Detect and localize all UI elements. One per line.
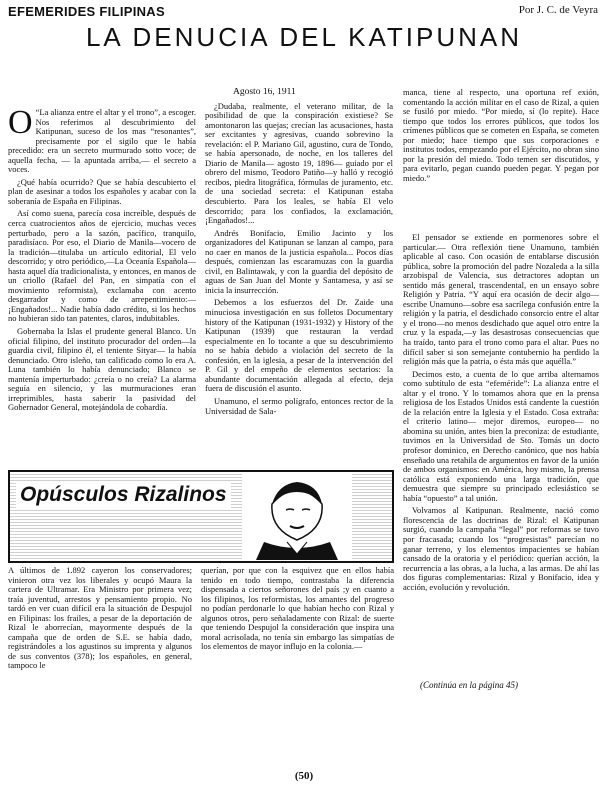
article-paragraph: Gobernaba la Islas el prudente general Blanco. Un oficial filipino, del instituto procurador del orden—la guardia civil, filipino él, el teniente Sityar— la había denunciado. Otro isleño, tan calificado como lo era A. Luna también lo había denunciado; Blanco se mantenía imperturbado: ¿creía o no creía? La alarma seguía en silencio, y las murmuraciones eran irreprimibles, hasta saberir la pasividad del Gobernador General, motejándola de cobardía. bbox=[8, 326, 196, 413]
author-byline: Por J. C. de Veyra bbox=[518, 4, 598, 16]
banner-title: Opúsculos Rizalinos bbox=[16, 482, 231, 508]
article-date: Agosto 16, 1911 bbox=[233, 88, 296, 97]
article-paragraph: ¿Dudaba, realmente, el veterano militar, de la posibilidad de que la conspiración existiese? Se amontonaron las quejas; crecían las acusaciones, hasta ser excitantes y agresivas, cuando sobrevino la revelación: el P. Mariano Gil, agustino, cura de Tondo, se había apersonado, de noche, en los talleres del Diario de Manila— agosto 19, 1896— guiado por el obrero del mismo, Teodoro Patiño—y halló y recogió recibos, piedra litográfica, fórmulas de juramento, etc. de una sociedad secreta: el Katipunan estaba descubierto. Para los leales, se había El velo descorrido; para los confiados, la exclamación, ¡Engañados!... bbox=[205, 100, 393, 226]
article-column-3-top bbox=[403, 88, 599, 236]
opusculos-paragraph: querían, por que con la esquivez que en ellos había tenido en todo tiempo, contrastaba la diferencia dispensada a ciertos señorones del país ;y en cuanto a los filipinos, los reformistas, los amantes del progreso no podían perdonarle lo que habían hecho con Rizal y algunos otros, pero señaladamente con Rizal: de suerte que teniendo Despujol la consideración que inspira una moral acrisolada, no tenía sin embargo las simpatías de los elementos de mayor influjo en la colonia.— bbox=[201, 566, 394, 652]
article-paragraph: Debemos a los esfuerzos del Dr. Zaide una minuciosa investigación en sus folletos Documentary history of the Katipunan (1931-1932) y History of the Katipunan (1939) que restauran la verdad especialmente en lo tocante a que su descubrimiento no se había debido a violación del secreto de la confesión, en la iglesia, a pesar de la intervención del P. Gil y del empeño de elementos sectarios: la abundante documentación allegada al efecto, deja fuera de discusión el asunto. bbox=[205, 297, 393, 394]
article-paragraph: Andrés Bonifacio, Emilio Jacinto y los organizadores del Katipunan se lanzan al campo, para no caer en manos de la justicia española... Pocos días después, comienzan las escaramuzas con la guardia civil, en Balintawak, y con la guardia del depósito de aguas de San Juan del Monte y Santamesa, y así se inicia la insurrección. bbox=[205, 227, 393, 295]
page-number: (50) bbox=[294, 770, 314, 782]
article-paragraph: Decimos esto, a cuenta de lo que arriba alternamos como subtítulo de esta “efeméride”: La alianza entre el altar y el trono. Y lo tomamos ahora que en la prensa religiosa de los Estados Unidos está candente la cuestión de la relación entre la Iglesia y el Estado. Cosa extraña: el criterio latino— mejor diremos, europeo— no abomina su unión, antes bien la preconiza: de estudiante, tuvimos en la Universidad de Sto. Tomás un docto profesor dominico, en Derecho canónico, que nos había enseñado una retahila de argumentos en favor de la unión de ambos organismos: en América, hoy mismo, la prensa católica está exponiendo una larga tradición, que demuestra que siempre su principado eclesiástico se había “opuesto” a tal unión. bbox=[403, 368, 599, 503]
article-paragraph: ¿Qué había ocurrido? Que se había descubierto el plan de asesinar a todos los españoles y acabar con la soberanía de España en Filipinas. bbox=[8, 176, 196, 206]
article-paragraph: manca, tiene al respecto, una oportuna ref exión, comentando la acción militar en el caso de Rizal, a quien se fusiló por miedo. “Por miedo, sí (lo repite). Hace tiempo que todos los errores públicos, que todos los crímenes públicos que se cometen en España, se cometen por miedo; hace tiempo que sus corporaciones e institutos todos, empezando por el Ejército, no obran sino por la presión del miedo. Todo temen ser discutidos, y para evitarlo, pegan cuando pueden pegar. Y pegan por miedo.” bbox=[403, 88, 599, 183]
rizal-portrait-icon bbox=[242, 474, 352, 560]
opusculos-column-1 bbox=[8, 566, 192, 736]
opusculos-paragraph: A últimos de 1.892 cayeron los conservadores; vinieron otra vez los liberales y ocupó Maura la cartera de Ultramar. Era Ministro por primera vez; traía juventud, arrestos y pensamiento propio. No tardó en ver cuan difícil era la situación de Despujol en Filipinas: los frailes, a pesar de la deportación de Rizal le aborrecían, mayormente después de la campaña que de orden de S.E. se había dado, registrándoles a los agustinos su imprenta y algunos de sus conventos (378); los españoles, en general, tampoco le bbox=[8, 566, 192, 671]
drop-cap: O bbox=[8, 108, 33, 141]
article-column-2 bbox=[205, 88, 393, 444]
article-paragraph: Volvamos al Katipunan. Realmente, nació como florescencia de las doctrinas de Rizal: el Katipunan surgió, cuando la campaña “legal” por reformas se tuvo por fracasada; cuando los “progresistas” parecían no ganar terreno, y los elementos impacientes se habían cansado de la oratoria y el periódico: querían acción, la recurrencia a las obras, a la lucha, a las armas. De ahí las dos figuras complementarias: Rizal y Bonifacio, idea y acción, evolución y revolución. bbox=[403, 505, 599, 592]
opusculos-column-2 bbox=[201, 566, 394, 736]
opusculos-banner bbox=[8, 470, 394, 563]
article-column-3 bbox=[403, 233, 599, 695]
article-paragraph bbox=[8, 108, 196, 175]
article-title: LA DENUCIA DEL KATIPUNAN bbox=[85, 22, 523, 52]
article-column-1 bbox=[8, 108, 196, 464]
article-paragraph: Unamuno, el sermo polígrafo, entonces rector de la Universidad de Sala- bbox=[205, 395, 393, 416]
article-paragraph: Así como suena, parecía cosa increíble, después de cerca cuatrocientos años de ejercicio, muchas veces perturbado, pero a la sazón, pacífico, tranquilo, paradisíaco. Por eso, el Diario de Manila—vocero de la tradición—titulaba un artículo editorial, El velo descorrido; y otro periódico,—La Oceanía Española—hasta aquel día tradicionalista, y entonces, en manos de un criollo (Rafael del Pan, en simpatía con el movimiento reformista), exclamaba con acento desgarrador y como de arrepentimiento:—¡Engañados!... Nadie había dado crédito, si los hechos no hubieran sido tan patentes, claros, indubitables. bbox=[8, 208, 196, 324]
paragraph-text: “La alianza entre el altar y el trono”, a escoger. Nos referimos al descubrimiento del Katipunan, suceso de los mas “resonantes”, precisamente por el sigilo que le había precedido: era un secreto murmurado sotto voce; de aquella fecha, — la apuntada arriba,— el secreto a voces. bbox=[8, 108, 196, 175]
continuation-note: (Continúa en la página 45) bbox=[420, 680, 518, 690]
article-paragraph: El pensador se extiende en pormenores sobre el particular.— Otra reflexión tiene Unamuno, también aplicable al caso. Con ocasión de entablarse discusión pública, sobre la promoción del padre Nozaleda a la silla arzobispal de Valencia, sus detractores adoptan un sentido más general, trascendental, en un ensayo sobre Religión y Patria. “Y aquí era ocasión de decir algo—escribe Unamuno—sobre esa sacrílega confusión entre la religión y la patria, el desdichado consorcio entre el altar y el trono—no menos desdichado que aquel otro entre la cruz y la espada,—y las desastrosas consecuencias que ha traído, tanto para el trono como para el altar. Pues no difícil saber si son semejante contubernio ha perdido la religión más que la patria, o ésta más que aquélla.” bbox=[403, 233, 599, 367]
section-header: EFEMERIDES FILIPINAS bbox=[8, 4, 165, 19]
